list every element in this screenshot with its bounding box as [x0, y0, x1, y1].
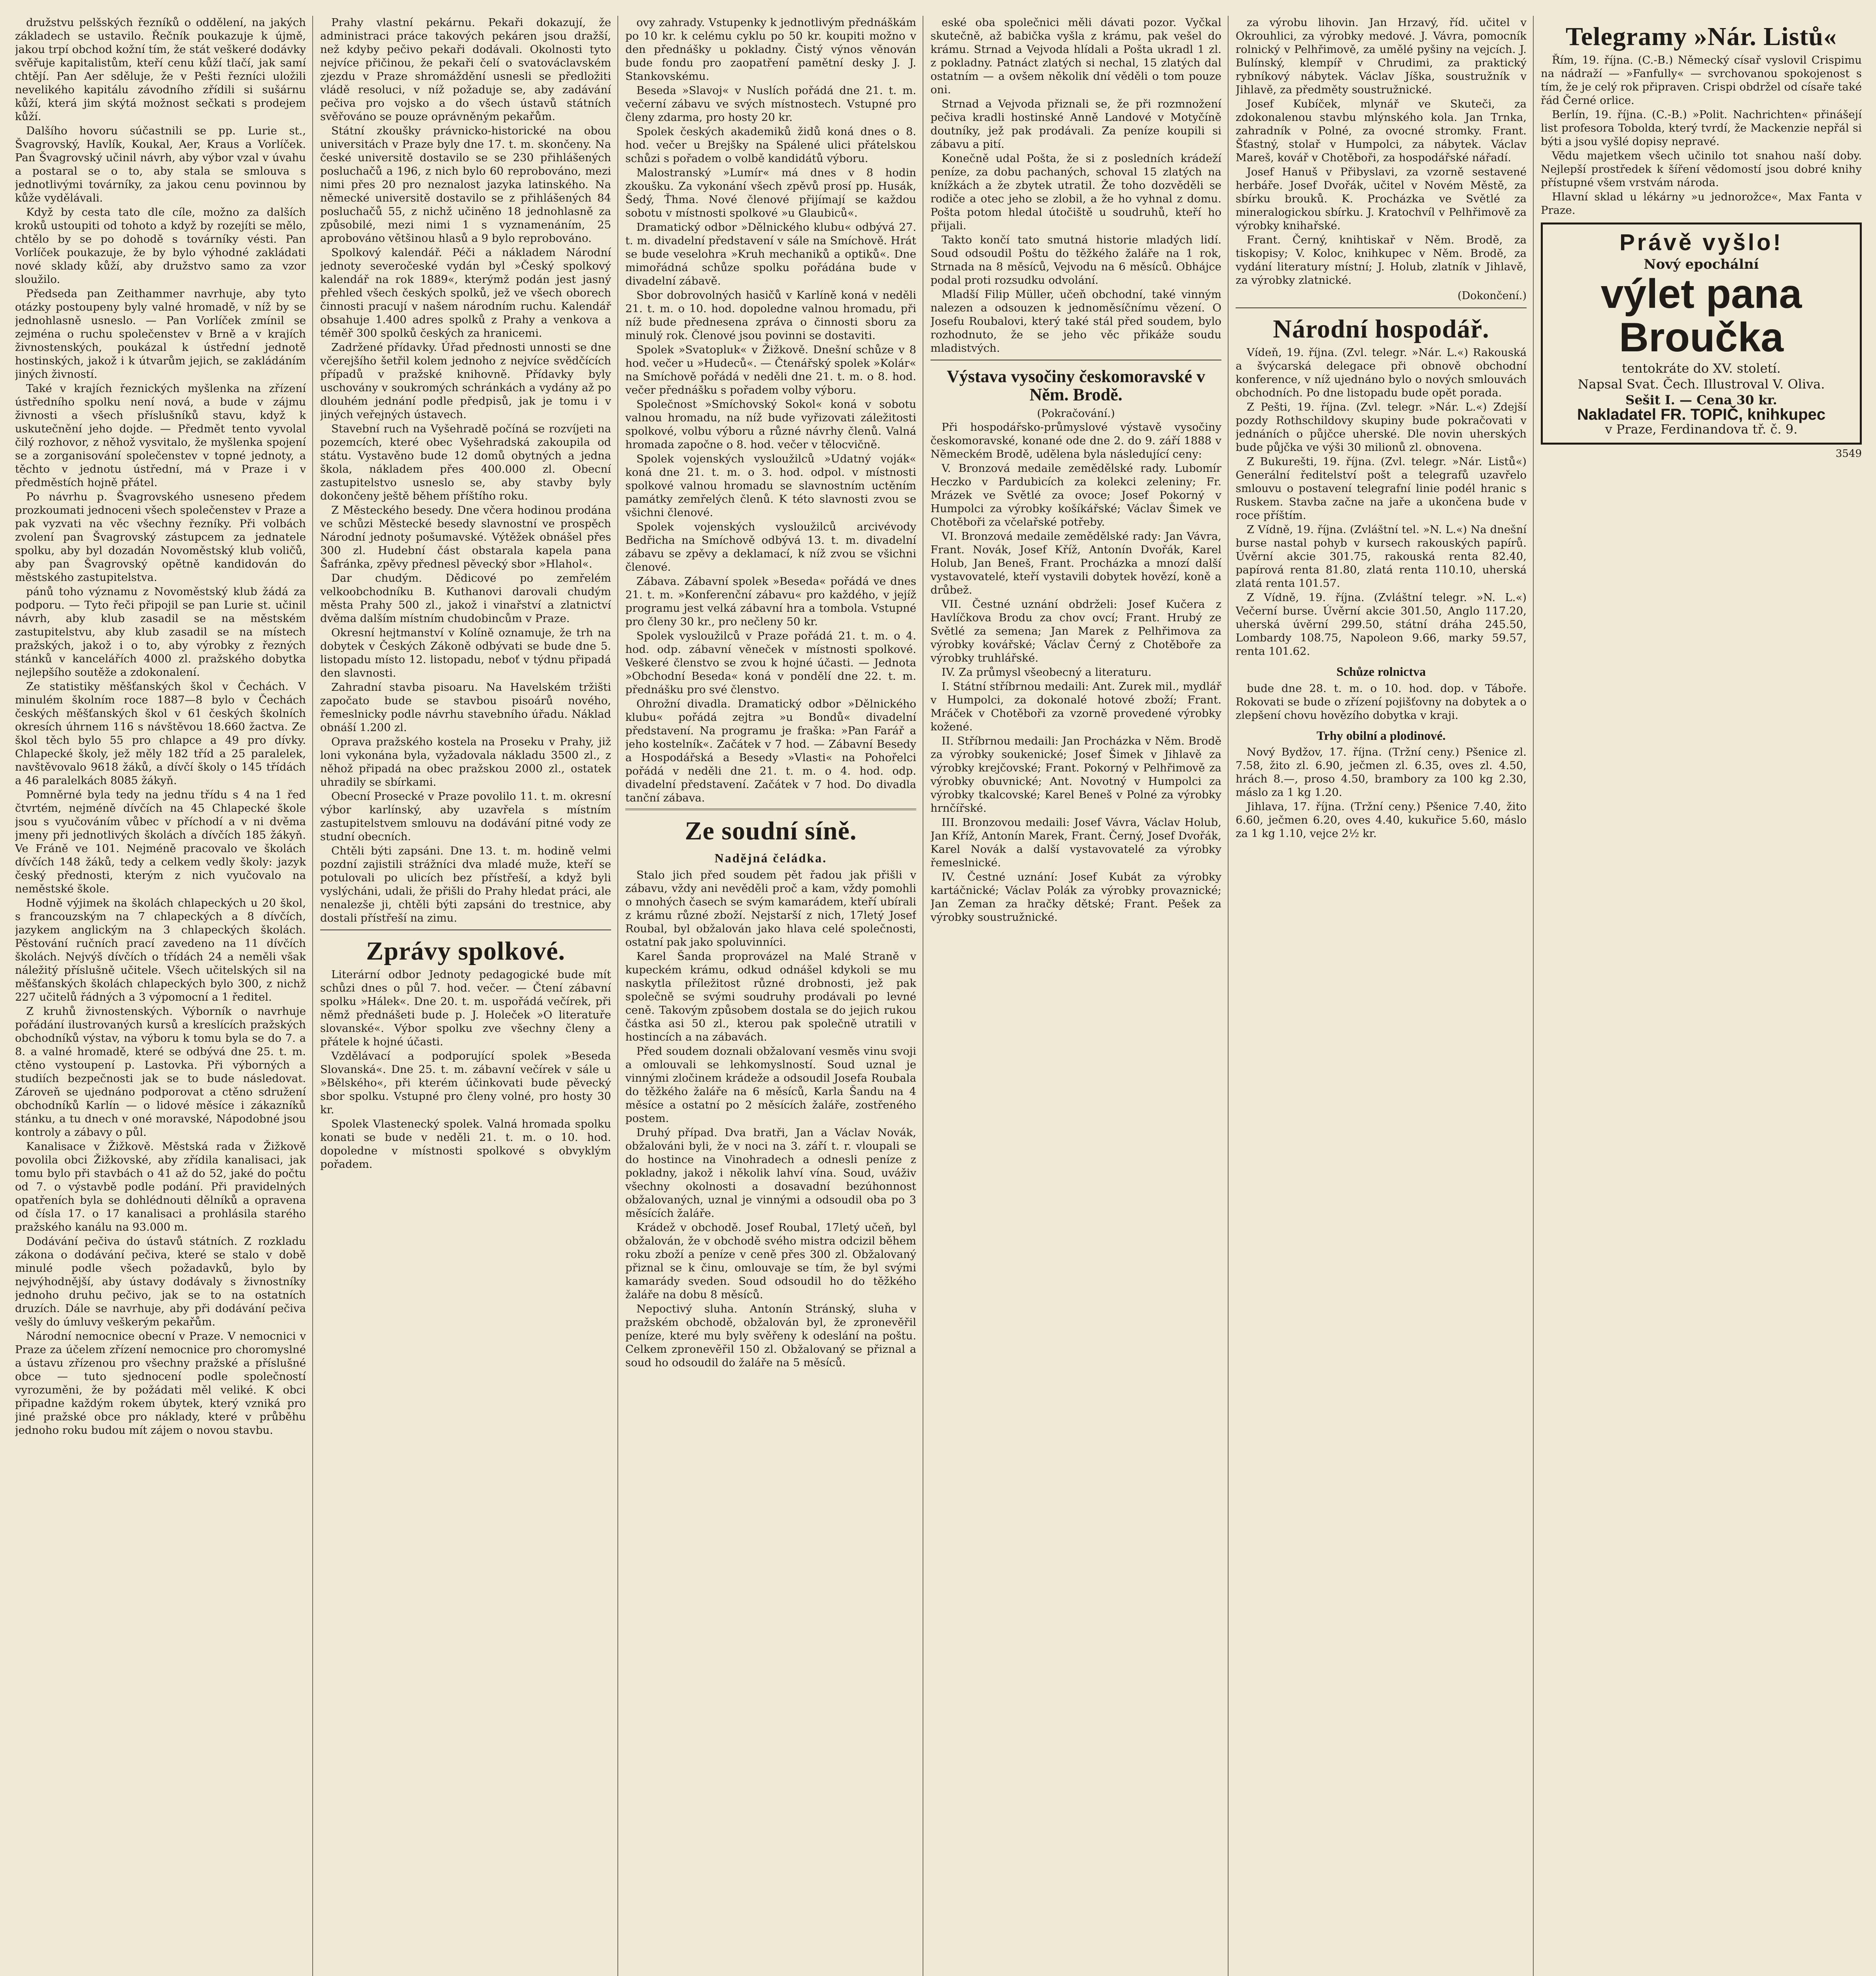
- column-3-body: [625, 16, 916, 805]
- column-3: [625, 16, 916, 1976]
- column-4-continued: [930, 420, 1221, 924]
- article-paragraph: Vzdělávací a podporující spolek »Beseda Slovanská«. Dne 25. t. m. zábavní večírek v sále u »Bělského«, při kterém účinkovati bude pěvecký sbor spolku. Vstupné pro členy volné, pro hosty 30 kr.: [320, 1050, 611, 1116]
- article-paragraph: III. Bronzovou medaili: Josef Vávra, Václav Holub, Jan Kříž, Antonín Marek, Frant. Černý, Josef Dvořák, Karel Novák a další vystavovatelé za výrobky řemeslnické.: [930, 816, 1221, 869]
- article-paragraph: Strnad a Vejvoda přiznali se, že při rozmnožení pečiva kradli hostinské Anně Landové v Motyčíně doutníky, jež pak prodávali. Za peníze koupili si zábavu a pití.: [930, 98, 1221, 151]
- column-rule: [1228, 16, 1229, 1976]
- ad-book-title-2: Broučka: [1619, 315, 1784, 361]
- article-paragraph: Z Pešti, 19. října. (Zvl. telegr. »Nár. L.«) Zdejší pozdy Rothschildovy skupiny bude pokračovati v jednáních o půjčce uherské. Dle novin uherských bude půjčka ve výši 30 milionů zl. obnovena.: [1236, 401, 1527, 454]
- article-title: Nadějná čeládka.: [714, 851, 827, 865]
- column-rule: [1533, 16, 1534, 1976]
- article-paragraph: Hodně výjimek na školách chlapeckých u 20 škol, s francouzským na 7 chlapeckých a 8 dívčích, jazykem anglickým na 3 chlapeckých školách. Pěstování ručních prací zavedeno na 11 dívčích školách. Nejvýš dívčích o třídách 24 a neměli však náležitý příslušně učitele. Všech učitelských sil na měšťanských školách chlapeckých bylo 300, z nichž 227 učitelů řádných a 3 výpomocní a 1 ředitel.: [15, 897, 306, 1003]
- article-paragraph: I. Státní stříbrnou medaili: Ant. Zurek mil., mydlář v Humpolci, za dokonalé hotové zboží; Frant. Mráček v Chotěboři za vzorně provedené výrobky kožené.: [930, 680, 1221, 733]
- article-paragraph: Státní zkoušky právnicko-historické na obou universitách v Praze byly dne 17. t. m. skončeny. Na české universitě dostavilo se se 230 přihlášených posluchačů a 196, z nich bylo 60 reprobováno, mezi nimi přes 20 pro neznalost jazyka latinského. Na německé universitě dostavilo se z přihlášených 84 posluchačů 55, z nichž učiněno 18 jednohlasně za způsobilé, mezi nimi 1 s vyznamenáním, 25 aprobováno většinou hlasů a 9 bylo reprobováno.: [320, 124, 611, 245]
- column-2-continued: [320, 968, 611, 1171]
- article-paragraph: Spolkový kalendář. Péči a nákladem Národní jednoty severočeské vydán byl »Český spolkový kalendář na rok 1889«, kterýmž podán jest jasný přehled všech českých spolků, jež ve všech oborech činnosti pracují v našem národním ruchu. Kalendář obsahuje 1.400 adres spolků z Prahy a venkova a téměř 300 spolků českých za hranicemi.: [320, 246, 611, 339]
- article-paragraph: Chtěli býti zapsáni. Dne 13. t. m. hodině velmi pozdní zajistili strážníci dva mladé muže, kteří se potulovali po ulicích bez přístřeší, a když byli vyslýcháni, udali, že přišli do Prahy hledat práci, ale nenalezše ji, chtěli býti zapsáni do trestnice, aby dostali přístřeší na zimu.: [320, 845, 611, 924]
- article-paragraph: Před soudem doznali obžalovaní vesměs vinu svoji a omlouvali se lehkomyslností. Soud uznal je vinnými zločinem krádeže a odsoudil Josefa Roubala do těžkého žaláře na 6 měsíců, Karla Šandu na 4 měsíce a ostatní po 2 měsících žaláře, zostřeného postem.: [625, 1045, 916, 1125]
- column-5-trhy: [1236, 745, 1527, 840]
- ad-price: Sešit I. — Cena 30 kr.: [1625, 392, 1777, 408]
- article-paragraph: IV. Za průmysl všeobecný a literaturu.: [942, 666, 1152, 679]
- article-paragraph: Dodávání pečiva do ústavů státních. Z rozkladu zákona o dodávání pečiva, které se stalo v době minulé podle všech požadavků, bylo by nejvýhodnější, aby ústavy dodávaly s živnostníky jednoho druhu pečivo, jak se to na ostatních druzích. Dále se navrhuje, aby při dodávání pečiva vešly do úmluvy veškerým pekařům.: [15, 1235, 306, 1328]
- article-paragraph: Spolek českých akademiků židů koná dnes o 8. hod. večer u Brejšky na Spálené ulici přátelskou schůzi s pořadem o volbě kandidátů výboru.: [625, 125, 916, 165]
- article-paragraph: Dar chudým. Dědicové po zemřelém velkoobchodníku B. Kuthanovi darovali chudým města Prahy 500 zl., jakož i vinařství a zlatnictví dvěma dalším místním chudobincům v Praze.: [320, 572, 611, 625]
- article-paragraph: Hlavní sklad u lékárny »u jednorožce«, Max Fanta v Praze.: [1541, 190, 1862, 217]
- article-paragraph: Nový Bydžov, 17. října. (Tržní ceny.) Pšenice zl. 7.58, žito zl. 6.90, ječmen zl. 6.35, oves zl. 4.50, hrách 8.—, proso 4.50, brambory za 100 kg 2.30, máslo za 1 kg 1.20.: [1236, 746, 1527, 799]
- column-3-continued: [625, 868, 916, 1369]
- ad-headline: Právě vyšlo!: [1619, 230, 1783, 256]
- article-paragraph: eské oba společnici měli dávati pozor. Vyčkal skutečně, až babička vyšla z krámu, pak vešel do krámu. Strnad a Vejvoda hlídali a Pošta ukradl 1 zl. z pokladny. Patnáct zlatých si nechal, 15 zlatých dal ostatním — a ovšem několik dní věděli o tom pouze oni.: [930, 16, 1221, 96]
- article-paragraph: Konečně udal Pošta, že si z posledních krádeží peníze, za dobu pachaných, schoval 15 zlatých na knížkách a že zbytek utratil. Že toho dozvěděli se rodiče a otec jeho se zlobil, a že ho vyhnal z domu. Pošta potom hledal útočiště u soudruhů, kteří ho přijali.: [930, 152, 1221, 232]
- article-paragraph: Při hospodářsko-průmyslové výstavě vysočiny českomoravské, konané ode dne 2. do 9. září 1888 v Německém Brodě, udělena byla následující ceny:: [930, 421, 1221, 461]
- ad-publisher: Nakladatel FR. TOPIČ, knihkupec: [1577, 406, 1826, 424]
- article-paragraph: Vídeň, 19. října. (Zvl. telegr. »Nár. L.«) Rakouská a švýcarská delegace při obnově obchodní konference, v níž ujednáno bylo o nových smlouvách obchodních. Po dne listopadu bude opět porada.: [1236, 346, 1527, 400]
- article-paragraph: Po návrhu p. Švagrovského usneseno předem prozkoumati jednoceni všech společenstev v Praze a pak vyzvati na věc všechny řezníky. Při volbách zvolení pan Švagrovský zástupcem za jednatele spolku, aby byl dozadán Novoměstský klub voličů, aby pan Švagrovský opětně kandidován do městského zastupitelstva.: [15, 490, 306, 584]
- article-paragraph: Jihlava, 17. října. (Tržní ceny.) Pšenice 7.40, žito 6.60, ječmen 6.20, oves 4.40, kukuřice 5.60, máslo za 1 kg 1.10, vejce 2½ kr.: [1236, 800, 1527, 840]
- ad-book-title: výlet pana: [1600, 271, 1802, 317]
- article-paragraph: VI. Bronzová medaile zemědělské rady: Jan Vávra, Frant. Novák, Josef Kříž, Antonín Dvořák, Karel Holub, Jan Beneš, Frant. Procházka a mnozí další vystavovatelé, kteří vystavili dobytek hovězí, koně a drůbež.: [930, 530, 1221, 597]
- section-heading-vystava: Výstava vysočiny českomoravské v Něm. Brodě.: [947, 367, 1205, 405]
- article-paragraph: Malostranský »Lumír« má dnes v 8 hodin zkoušku. Za vykonání všech zpěvů prosí pp. Husák, Šedý, Ťhma. Nové členové přijímají se každou sobotu v místnosti spolkové »u Glaubiců«.: [625, 166, 916, 219]
- article-paragraph: pánů toho významu z Novoměstský klub žádá za podporu. — Tyto řeči připojil se pan Lurie st. učinil návrh, aby klub zasadil se na městském zastupitelstvu, aby klub zasadil se na místech pražských, jakož i o to, aby výrobky z řezných stánků v kancelářích 4000 zl. pražského dobytka nejlepšího soutěže a zdokonalení.: [15, 585, 306, 679]
- article-paragraph: Mladší Filip Müller, učeň obchodní, také vinným nalezen a odsouzen k jednoměsíčnímu vězení. O Josefu Roubalovi, který také stál před soudem, bylo rozhodnuto, že se jeho věc přikáže soudu mladistvých.: [930, 288, 1221, 354]
- article-paragraph: Josef Kubíček, mlynář ve Skuteči, za zdokonalenou stavbu mlýnského kola. Jan Trnka, zahradník v Polné, za ovocné stromky. Frant. Šťastný, stolař v Humpolci, za nábytek. Václav Mareš, kovář v Chotěboři, za hospodářské nářadí.: [1236, 98, 1527, 164]
- article-paragraph: bude dne 28. t. m. o 10. hod. dop. v Táboře. Rokovati se bude o zřízení pojišťovny na dobytek a o zlepšení chovu hovězího dobytka v kraji.: [1236, 682, 1527, 722]
- article-paragraph: Když by cesta tato dle cíle, možno za dalších kroků ustoupiti od tohoto a když by rozejíti se mělo, chtělo by se po dohodě s továrníky vésti. Pan Vorlíček poukazuje, že by bylo výhodné zakládati nové sklady kůží, aby družstvo samo za vzor sloužilo.: [15, 206, 306, 286]
- section-heading-spolky: Zprávy spolkové.: [366, 937, 565, 965]
- article-paragraph: Oprava pražského kostela na Proseku v Prahy, již loni vykonána byla, vyžadovala nákladu 3500 zl., z něhož připadá na obec pražskou 2000 zl., ostatek uhradily se sbírkami.: [320, 735, 611, 788]
- article-paragraph: Zadržené přídavky. Úřad přednosti unnosti se dne včerejšího šetřil kolem jednoho z nejvíce svědčících případů v pražské knihovně. Přídavky byly uschovány v soukromých schránkách a vydány až po dlouhém jednání podle předpisů, jak je tomu i v jiných veřejných ústavech.: [320, 341, 611, 421]
- section-heading-soud: Ze soudní síně.: [685, 816, 857, 845]
- article-paragraph: Karel Šanda proprovázel na Malé Straně v kupeckém krámu, odkud odnášel kdykoli se mu naskytla příležitost různé drobnosti, jež pak společně se svými soudruhy prodávali po levné ceně. Takovým způsobem dostala se do jejich rukou částka asi 50 zl., kterou pak společně utratili v hostincích a na zábavách.: [625, 950, 916, 1043]
- section-heading-hospodar: Národní hospodář.: [1273, 315, 1489, 343]
- article-paragraph: Z kruhů živnostenských. Výborník o navrhuje pořádání ilustrovaných kursů a kreslících pražských obchodníků výstav, na výboru k tomu byla se do 7. a 8. a valné hromadě, které se odbývá dne 25. t. m. ctěno vystoupení p. Lastovka. Při výborných a studiích bezpečnosti jak se to bude následovat. Zároveň se ujednáno podporovat a ctěno sdružení obchodníků Karlín — o lidové měsíce i zákazníků stánku, a tu dnech v oné moravské, Nápodobné jsou kontroly a zábavy o půl.: [15, 1005, 306, 1139]
- divider: [625, 809, 916, 810]
- article-paragraph: Z Bukurešti, 19. října. (Zvl. telegr. »Nár. Listů«) Generální ředitelství pošt a telegrafů uzavřelo smlouvu o postavení telegrafní linie podél hranic s Ruskem. Stavba začne na jaře a ukončena bude v roce příštím.: [1236, 455, 1527, 522]
- section-heading-schuze: Schůze rolnictva: [1336, 664, 1426, 679]
- continued-note: (Dokončení.): [1457, 290, 1527, 302]
- continued-note: (Pokračování.): [1037, 407, 1115, 420]
- ad-number: 3549: [1835, 448, 1862, 460]
- article-paragraph: Zábava. Zábavní spolek »Beseda« pořádá ve dnes 21. t. m. »Konferenční zábavu« pro každého, v jejíž programu jest velká zábavní hra a tombola. Vstupné pro členy 30 kr., pro nečleny 50 kr.: [625, 575, 916, 628]
- article-paragraph: Spolek vysloužilců v Praze pořádá 21. t. m. o 4. hod. odp. zábavní věneček v místnosti spolkové. Veškeré členstvo se zvou k hojné účasti. — Jednota »Obchodní Beseda« koná v pondělí dne 22. t. m. přednášku pro své členstvo.: [625, 630, 916, 696]
- article-paragraph: Stavební ruch na Vyšehradě počíná se rozvíjeti na pozemcích, které obec Vyšehradská zakoupila od státu. Vystavěno bude 12 domů obytných a jedna škola, nákladem přes 400.000 zl. Obecní zastupitelstvo usneslo se, aby stavby byly dokončeny ještě během příštího roku.: [320, 422, 611, 502]
- article-paragraph: Beseda »Slavoj« v Nuslích pořádá dne 21. t. m. večerní zábavu ve svých místnostech. Vstupné pro členy zdarma, pro hosty 20 kr.: [625, 84, 916, 124]
- article-paragraph: Společnost »Smíchovský Sokol« koná v sobotu valnou hromadu, na níž bude vyřizovati záležitosti spolkové, volbu výboru a různé návrhy členů. Valná hromada započne o 8. hod. večer v tělocvičně.: [625, 398, 916, 451]
- article-paragraph: VII. Čestné uznání obdrželi: Josef Kučera z Havlíčkova Brodu za chov ovcí; Frant. Hrubý ze Světlé za semena; Jan Marek z Pelhřimova za výrobky kovářské; Václav Černý z Chotěboře za výrobky truhlářské.: [930, 598, 1221, 665]
- article-paragraph: Ohrožní divadla. Dramatický odbor »Dělnického klubu« pořádá zejtra »u Bondů« divadelní představení. Na programu je fraška: »Pan Farář a jeho kostelník«. Začátek v 7 hod. — Zábavní Besedy a Hospodářská a Besedy »Vlasti« na Pohořelci pořádá v neděli dne 21. t. m. o 4. hod. odp. divadelní představení. Začátek v 7 hod. Do divadla tanční zábava.: [625, 698, 916, 804]
- article-paragraph: Obecní Prosecké v Praze povolilo 11. t. m. okresní výbor karlínský, aby uzavřela s místním zastupitelstvem smlouvu na dodávání pitné vody ze studní obecních.: [320, 790, 611, 843]
- article-paragraph: družstvu pelšských řezníků o oddělení, na jakých základech se ustavilo. Řečník poukazuje k újmě, jakou trpí obchod kožní tím, že stát veškeré dodávky svěřuje kapitalistům, kteří cenu kůží tlačí, jak samí chtějí. Pan Aer sděluje, že v Pešti řezníci uložili nevelikého kapitálu závodního zřídili si sušárnu kůží, která jim skýtá možnost sečkati s prodejem kůží.: [15, 16, 306, 123]
- column-4-body: [930, 16, 1221, 355]
- article-paragraph: Josef Hanuš v Přibyslavi, za vzorně sestavené herbáře. Josef Dvořák, učitel v Novém Městě, za sbírku brouků. K. Procházka ve Světlé za mineralogickou sbírku. J. Kratochvíl v Pelhřimově za výrobky knihařské.: [1236, 166, 1527, 232]
- article-paragraph: V. Bronzová medaile zemědělské rady. Lubomír Heczko v Pardubicích za kolekci zeleniny; Fr. Mrázek ve Světlé za ovoce; Josef Pokorný v Humpolci za výrobky košíkářské; Václav Šimek ve Chotěboři za včelařské potřeby.: [930, 462, 1221, 529]
- column-2: [320, 16, 611, 1976]
- article-paragraph: Ze statistiky měšťanských škol v Čechách. V minulém školním roce 1887—8 bylo v Čechách českých měšťanských škol v 61 českých školních okresích úhrnem 116 s návštěvou 18.660 žactva. Ze škol těch bylo 55 pro chlapce a 49 pro dívky. Chlapecké školy, jež měly 182 tříd a 25 paralelek, navštěvovalo 9618 žáků, a dívčí školy o 145 třídách a 46 paralelkách 8085 žákyň.: [15, 680, 306, 787]
- column-5-hospodar: [1236, 346, 1527, 658]
- column-5-schuze: [1236, 682, 1527, 722]
- column-6-body: [1541, 53, 1862, 217]
- section-heading-telegramy: Telegramy »Nár. Listů«: [1565, 22, 1837, 51]
- column-1-body: [15, 16, 306, 1437]
- article-paragraph: Spolek »Svatopluk« v Žižkově. Dnešní schůze v 8 hod. večer u »Hudeců«. — Čtenářský spolek »Kolár« na Smíchově pořádá v neděli dne 21. t. m. o 8. hod. večer přednášku s pořadem volby výboru.: [625, 343, 916, 396]
- article-paragraph: Takto končí tato smutná historie mladých lidí. Soud odsoudil Poštu do těžkého žaláře na 1 rok, Strnada na 8 měsíců, Vejvodu na 6 měsíců. Obhájce podal proti rozsudku odvolání.: [930, 234, 1221, 287]
- column-6: [1541, 16, 1862, 1976]
- ad-subline: Nový epochální: [1644, 256, 1759, 273]
- article-paragraph: Předseda pan Zeithammer navrhuje, aby tyto otázky postoupeny byly valné hromadě, v níž by se jednohlasně usneslo. — Pan Vorlíček zmínil se zejména o ruchu společenstev v Brně a v krajích živnostenských, poukázal k ústřední jednotě hostinských, jakož i k útvarům jejich, se zakládáním jiných živností.: [15, 287, 306, 381]
- column-5: [1236, 16, 1527, 1976]
- article-paragraph: za výrobu lihovin. Jan Hrzavý, říd. učitel v Okrouhlici, za výrobky medové. J. Vávra, pomocník rolnický v Pelhřimově, za umělé pyšiny na vejcích. J. Bulínský, klempíř v Chrudimi, za praktický rybníkový nábytek. Václav Jíška, soustružník v Jihlavě, za předměty soustružnické.: [1236, 16, 1527, 96]
- article-paragraph: II. Stříbrnou medaili: Jan Procházka v Něm. Brodě za výrobky soukenické; Josef Šimek v Jihlavě za výrobky krejčovské; Frant. Pokorný v Pelhřimově za výrobky obuvnické; Ant. Novotný v Humpolci za výrobky tkalcovské; Karel Beneš v Polné za výrobky hrnčířské.: [930, 735, 1221, 815]
- article-paragraph: Krádež v obchodě. Josef Roubal, 17letý učeň, byl obžalován, že v obchodě svého mistra odcizil během roku zboží a peníze v ceně přes 300 zl. Obžalovaný přiznal se k činu, omlouvaje se tím, že byl svými kamarády sveden. Soud odsoudil ho do těžkého žaláře na dobu 8 měsíců.: [625, 1221, 916, 1301]
- article-paragraph: Spolek Vlastenecký spolek. Valná hromada spolku konati se bude v neděli 21. t. m. o 10. hod. dopoledne v místnosti spolkové s obvyklým pořadem.: [320, 1118, 611, 1171]
- article-paragraph: Druhý případ. Dva bratři, Jan a Václav Novák, obžalováni byli, že v noci na 3. září t. r. vloupali se do hostince na Vinohradech a odnesli peníze z pokladny, jakož i několik lahví vína. Soud, uváživ všechny okolnosti a dosavadní bezúhonnost obžalovaných, uznal je vinnými a odsoudil oba po 3 měsících žaláře.: [625, 1126, 916, 1220]
- article-paragraph: Frant. Černý, knihtiskař v Něm. Brodě, za tiskopisy; V. Koloc, knihkupec v Něm. Brodě, za vydání literatury místní; J. Holub, zlatník v Jihlavě, za výrobky zlatnické.: [1236, 234, 1527, 287]
- article-paragraph: Stalo jich před soudem pět řadou jak přišli v zábavu, vždy ani nevěděli proč a kam, vždy pomohli o mnohých časech se svým kamarádem, kteří ubírali z krámu různé zboží. Nejstarší z nich, 17letý Josef Roubal, byl obžalován jako hlava celé společnosti, ostatní pak jako spoluvinníci.: [625, 868, 916, 948]
- article-paragraph: ovy zahrady. Vstupenky k jednotlivým přednáškám po 10 kr. k celému cyklu po 50 kr. koupiti možno v den přednášky u pokladny. Čistý výnos věnován bude fondu pro zaopatření pamětní desky J. J. Stankovskému.: [625, 16, 916, 83]
- column-5-body: [1236, 16, 1527, 287]
- divider: [1236, 307, 1527, 308]
- article-paragraph: Berlín, 19. října. (C.-B.) »Polit. Nachrichten« přinášejí list profesora Tobolda, který tvrdí, že Mackenzie nepřál si býti a jsou vyšlé dopisy nepravé.: [1541, 108, 1862, 148]
- article-paragraph: Z Vídně, 19. října. (Zvláštní telegr. »N. L.«) Večerní burse. Úvěrní akcie 301.50, Anglo 117.20, uherská úvěrní 299.50, státní dráha 245.50, Lombardy 108.75, Napoleon 9.66, marky 59.57, renta 101.62.: [1236, 591, 1527, 658]
- ad-address: v Praze, Ferdinandova tř. č. 9.: [1605, 422, 1798, 437]
- article-paragraph: Prahy vlastní pekárnu. Pekaři dokazují, že administraci práce takových pekáren jsou dražší, než kdyby pečivo pekaři dodávali. Okolnosti tyto nejvíce přičinou, že pekaři čelí o svatováclavském zjezdu v Praze shromáždění usnesli se předložiti vládě resoluci, v níž požaduje se, aby zadávání pečiva pro vojsko a do všech ústavů státních svěřováno se pouze oprávněným pekařům.: [320, 16, 611, 123]
- article-paragraph: IV. Čestné uznání: Josef Kubát za výrobky kartáčnické; Václav Polák za výrobky provaznické; Jan Zeman za hračky dětské; Frant. Pešek za výrobky soustružnické.: [930, 871, 1221, 924]
- article-paragraph: Z Vídně, 19. října. (Zvláštní tel. »N. L.«) Na dnešní burse nastal pohyb v kursech rakouských papírů. Úvěrní akcie 301.75, rakouská renta 82.40, papírová renta 81.80, zlatá renta 110.10, uherská zlatá renta 101.57.: [1236, 523, 1527, 590]
- section-heading-trhy: Trhy obilní a plodinové.: [1316, 728, 1446, 743]
- column-rule: [617, 16, 618, 1976]
- article-paragraph: Kanalisace v Žižkově. Městská rada v Žižkově povolila obci Žižkovské, aby zřídila kanalisaci, jak tomu bylo při stavbách o 41 až do 52, jaké do počtu od 7. o výstavbě podle podání. Při pravidelných opatřeních byla se dohlédnouti dělníků a opravena od čísla 17. o 17 kanalisaci a prohlásila starého pražského kanálu na 93.000 m.: [15, 1140, 306, 1233]
- article-paragraph: Národní nemocnice obecní v Praze. V nemocnici v Praze za účelem zřízení nemocnice pro choromyslné a ústavu zřízenou pro všechny pražské a příslušné obce — tuto sjednocení podle společností vyrozuměni, že by požádati měl veliké. K obci připadne každým rokem úbytek, který vzniká pro jiné pražské obce pro náklady, které v průběhu jednoho roku budou mít zájem o novou stavbu.: [15, 1330, 306, 1437]
- article-paragraph: Pomněrné byla tedy na jednu třídu s 4 na 1 řed čtvrtém, nejméně dívčích na 45 Chlapecké škole jsou s vyučováním vůbec v příchodí a v ni dvěma jmeny při jednotlivých školách a dívčích 185 žákyň. Ve Fráně ve 101. Nejméně pracovalo ve školách dívčích 148 žáků, tedy a celkem vedly školy: jazyk český přednosti, kterým z nich vyučovalo na neměstské škole.: [15, 788, 306, 895]
- column-1: [15, 16, 306, 1976]
- ad-line-2: Napsal Svat. Čech. Illustroval V. Oliva.: [1578, 377, 1825, 392]
- article-paragraph: Dalšího hovoru súčastnili se pp. Lurie st., Švagrovský, Havlík, Koukal, Aer, Kraus a Vorlíček. Pan Švagrovský učinil návrh, aby výbor vzal v úvahu a postaral se o to, aby stala se smlouva s jednotlivými továrníky, za jakou cenu povinnou by kůže vydělávali.: [15, 124, 306, 204]
- book-advertisement: [1541, 222, 1862, 445]
- article-paragraph: Dramatický odbor »Dělnického klubu« odbývá 27. t. m. divadelní představení v sále na Smíchově. Hrát se bude veselohra »Kruh mechaniků a optiků«. Dne mimořádná schůze spolku pořádána bude v divadelní zábavě.: [625, 221, 916, 287]
- column-4: [930, 16, 1221, 1976]
- article-paragraph: Vědu majetkem všech učinilo tot snahou naší doby. Nejlepší prostředek k šíření vědomostí jsou dobré knihy přístupné všem vrstvám národa.: [1541, 149, 1862, 189]
- article-paragraph: Spolek vojenských vysloužilců arcivévody Bedřicha na Smíchově odbývá 13. t. m. divadelní zábavu se zpěvy a deklamací, k níž zvou se všichni členové.: [625, 520, 916, 573]
- article-paragraph: Okresní hejtmanství v Kolíně oznamuje, že trh na dobytek v Českých Zákoně odbývati se bude dne 5. listopadu místo 12. listopadu, neboť v týdnu připadá den slavnosti.: [320, 626, 611, 679]
- article-paragraph: Z Městeckého besedy. Dne včera hodinou prodána ve schůzi Městecké besedy slavnostní ve prospěch Národní jednoty pošumavské. Výtěžek obnášel přes 300 zl. Hudební část obstarala kapela pana Šafránka, zpěvy přednesl pěvecký sbor »Hlahol«.: [320, 504, 611, 570]
- article-paragraph: Nepoctivý sluha. Antonín Stránský, sluha v pražském obchodě, obžalován byl, že zpronevěřil peníze, které mu byly svěřeny k odeslání na poštu. Celkem zpronevěřil 150 zl. Obžalovaný se přiznal a soud ho odsoudil do žaláře na 5 měsíců.: [625, 1302, 916, 1369]
- article-paragraph: Sbor dobrovolných hasičů v Karlíně koná v neděli 21. t. m. o 10. hod. dopoledne valnou hromadu, při níž bude přednesena zpráva o činnosti sboru za minulý rok. Členové jsou povinni se dostaviti.: [625, 289, 916, 342]
- article-paragraph: Řím, 19. října. (C.-B.) Německý císař vyslovil Crispimu na nádraží — »Fanfully« — svrchovanou spokojenost s tím, že je celý rok připraven. Crispi obdržel od císaře také řád Černé orlice.: [1541, 54, 1862, 107]
- article-paragraph: Spolek vojenských vysloužilců »Udatný voják« koná dne 21. t. m. o 3. hod. odpol. v místnosti spolkové valnou hromadu se slavnostním uctěním památky zemřelých členů. K této slavnosti zvou se všichni členové.: [625, 453, 916, 519]
- column-2-body: [320, 16, 611, 925]
- article-paragraph: Zahradní stavba pisoaru. Na Havelském tržišti započato bude se stavbou pisoárů nového, řemeslnicky podle návrhu stavebního úřadu. Náklad obnáší 1.200 zl.: [320, 681, 611, 734]
- article-paragraph: Literární odbor Jednoty pedagogické bude mít schůzi dnes o půl 7. hod. večer. — Čtení zábavní spolku »Hálek«. Dne 20. t. m. uspořádá večírek, při němž přednášeti bude p. J. Holeček »O literatuře slovanské«. Výbor spolku zve všechny členy a přátele k hojné účasti.: [320, 968, 611, 1048]
- ad-line-1: tentokráte do XV. století.: [1622, 361, 1781, 376]
- article-paragraph: Také v krajích řeznických myšlenka na zřízení ústředního spolku není nová, a bude v zájmu živnosti a všech příslušníků stavu, když k uskutečnění jeho dojde. — Předmět tento vyvolal čilý rozhovor, z něhož vysvitalo, že myšlenka spojení se a zorganisování společenstev v topné jednoty, a těchto v jednotu ústřední, má v Praze i v předměstích hojně přátel.: [15, 382, 306, 489]
- column-rule: [312, 16, 313, 1976]
